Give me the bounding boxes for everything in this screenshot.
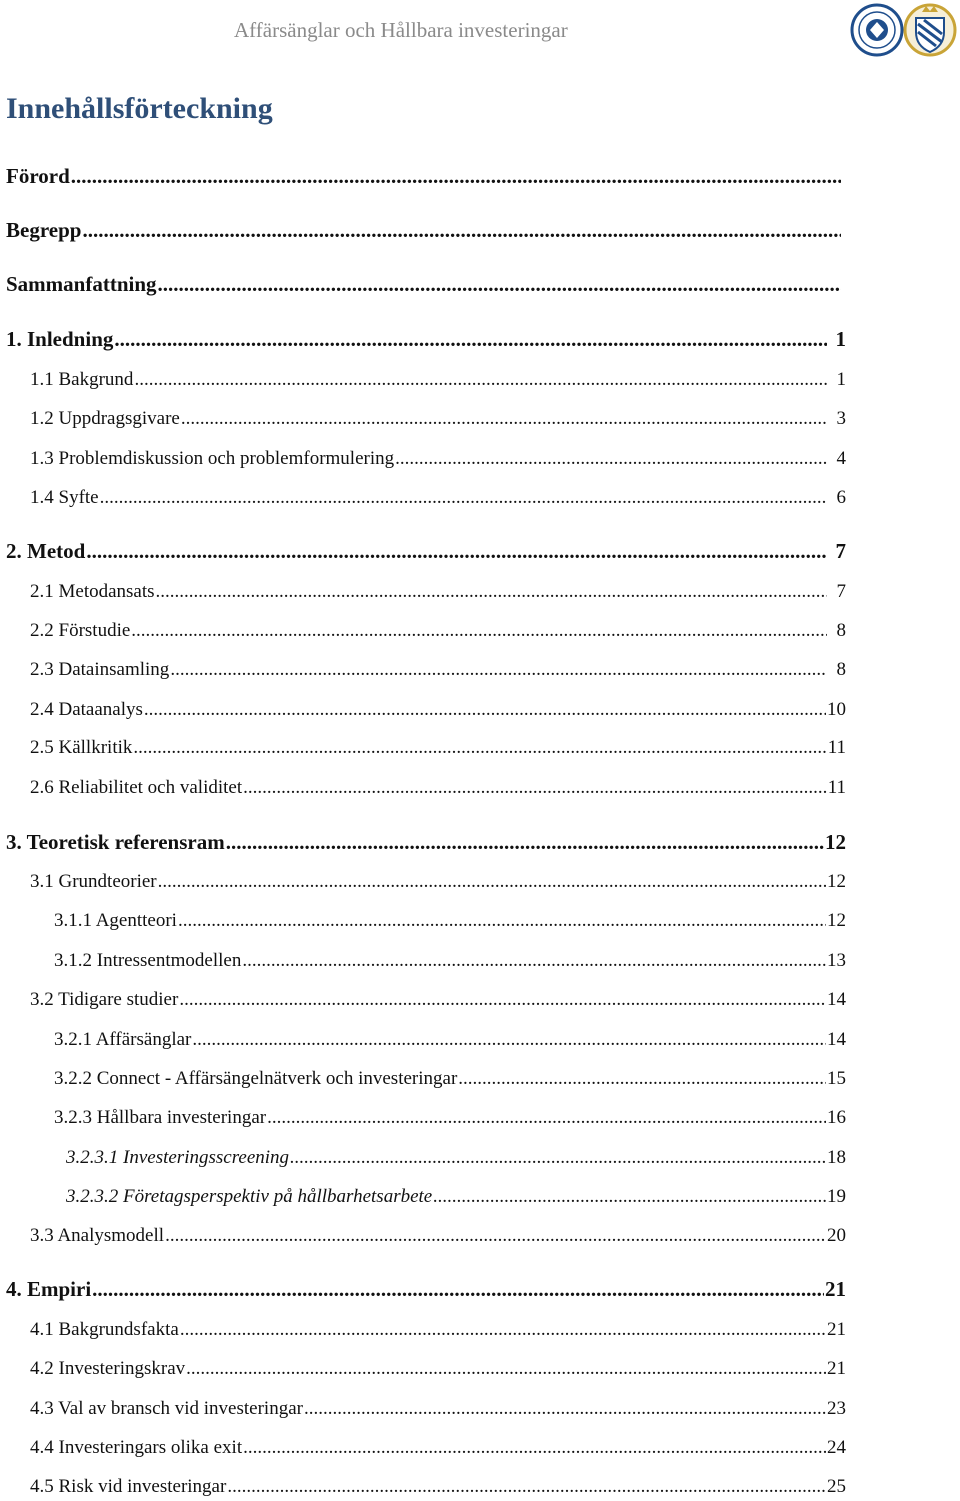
toc-entry-text: 3. Teoretisk referensram — [6, 830, 225, 854]
toc-entry[interactable] — [30, 448, 846, 470]
toc-entry-text: Begrepp — [6, 218, 82, 242]
toc-leader — [158, 871, 826, 893]
toc-entry-text: 3.2.2 Connect - Affärsängelnätverk och investeringar — [54, 1068, 458, 1089]
toc-page-number: 21 — [825, 1277, 846, 1301]
toc-entry[interactable] — [54, 1029, 846, 1051]
toc-leader — [226, 830, 824, 855]
toc-page-number: 6 — [836, 487, 846, 508]
toc-page-number: 12 — [827, 910, 846, 931]
toc-leader — [131, 620, 827, 642]
toc-entry-text: Förord — [6, 164, 70, 188]
toc-page-number: 19 — [827, 1186, 846, 1207]
toc-entry-text: 2.6 Reliabilitet och validitet — [30, 777, 243, 798]
toc-entry[interactable] — [6, 830, 846, 855]
toc-page-number: 11 — [827, 737, 846, 758]
toc-entry-text: 3.1 Grundteorier — [30, 871, 157, 892]
toc-entry-text: 4.4 Investeringars olika exit — [30, 1437, 243, 1458]
toc-entry-text: 2.1 Metodansats — [30, 581, 155, 602]
toc-entry[interactable] — [30, 699, 846, 721]
toc-entry[interactable] — [6, 272, 842, 297]
toc-page-number: 20 — [827, 1225, 846, 1246]
toc-leader — [242, 950, 826, 972]
toc-entry-text: 3.2.3 Hållbara investeringar — [54, 1107, 267, 1128]
toc-entry[interactable] — [66, 1186, 846, 1208]
toc-entry[interactable] — [54, 1068, 846, 1090]
toc-page-number: 12 — [827, 871, 846, 892]
toc-entry[interactable] — [30, 1398, 846, 1420]
toc-leader — [458, 1068, 826, 1090]
toc-entry-text: 1.3 Problemdiskussion och problemformulering — [30, 448, 395, 469]
toc-entry-text: 2.2 Förstudie — [30, 620, 131, 641]
toc-entry[interactable] — [30, 620, 846, 642]
toc-leader — [192, 1029, 826, 1051]
toc-page-number: 18 — [827, 1147, 846, 1168]
toc-page-number: 21 — [827, 1358, 846, 1379]
running-header: Affärsänglar och Hållbara investeringar — [234, 18, 568, 42]
toc-entry[interactable] — [6, 218, 842, 243]
toc-leader — [243, 777, 827, 799]
toc-page-number: 24 — [827, 1437, 846, 1458]
toc-page-number: 12 — [825, 830, 846, 854]
toc-entry-text: 3.2.1 Affärsänglar — [54, 1029, 192, 1050]
toc-entry[interactable] — [30, 408, 846, 430]
toc-entry[interactable] — [30, 871, 846, 893]
toc-page-number: 1 — [835, 327, 846, 351]
toc-entry-text: 4.3 Val av bransch vid investeringar — [30, 1398, 303, 1419]
toc-entry-text: 1.4 Syfte — [30, 487, 99, 508]
toc-entry[interactable] — [30, 777, 846, 799]
toc-entry-text: 3.3 Analysmodell — [30, 1225, 165, 1246]
toc-page-number: 14 — [827, 1029, 846, 1050]
toc-entry-text: 3.1.1 Agentteori — [54, 910, 177, 931]
toc-entry[interactable] — [54, 950, 846, 972]
toc-entry[interactable] — [30, 1476, 846, 1498]
toc-page-number: 8 — [836, 620, 846, 641]
toc-leader — [71, 164, 841, 189]
toc-entry-text: 2.5 Källkritik — [30, 737, 133, 758]
toc-page-number: 16 — [827, 1107, 846, 1128]
toc-entry-text: 1.2 Uppdragsgivare — [30, 408, 180, 429]
toc-leader — [178, 910, 826, 932]
toc-entry[interactable] — [30, 1358, 846, 1380]
toc-page-number: 25 — [827, 1476, 846, 1497]
toc-entry-text: 3.2.3.2 Företagsperspektiv på hållbarhetsarbete — [66, 1186, 433, 1207]
toc-leader — [227, 1476, 826, 1498]
toc-leader — [165, 1225, 826, 1247]
toc-entry[interactable] — [30, 581, 846, 603]
toc-leader — [82, 218, 841, 243]
toc-entry-text: 3.2 Tidigare studier — [30, 989, 179, 1010]
toc-leader — [86, 539, 827, 564]
toc-entry[interactable] — [30, 369, 846, 391]
toc-page-number: 7 — [835, 539, 846, 563]
toc-entry[interactable] — [6, 539, 846, 564]
toc-entry[interactable] — [6, 327, 846, 352]
toc-entry[interactable] — [30, 1319, 846, 1341]
university-logos — [850, 2, 960, 58]
toc-entry[interactable] — [30, 1437, 846, 1459]
toc-page-number: 14 — [827, 989, 846, 1010]
toc-page-number: 7 — [836, 581, 846, 602]
toc-leader — [144, 699, 826, 721]
toc-leader — [267, 1107, 826, 1129]
toc-page-number: 4 — [836, 448, 846, 469]
toc-page-number: 21 — [827, 1319, 846, 1340]
toc-entry[interactable] — [6, 164, 842, 189]
toc-entry[interactable] — [66, 1147, 846, 1169]
toc-entry-text: 1. Inledning — [6, 327, 114, 351]
toc-page-number: 15 — [827, 1068, 846, 1089]
toc-entry-text: 1.1 Bakgrund — [30, 369, 134, 390]
toc-leader — [180, 1319, 826, 1341]
toc-page-number: 23 — [827, 1398, 846, 1419]
toc-leader — [290, 1147, 826, 1169]
toc-leader — [92, 1277, 824, 1302]
toc-page-number: 3 — [836, 408, 846, 429]
toc-leader — [134, 369, 827, 391]
university-seal-icon — [850, 2, 960, 58]
toc-entry-text: 4. Empiri — [6, 1277, 92, 1301]
toc-leader — [179, 989, 826, 1011]
toc-entry[interactable] — [54, 910, 846, 932]
toc-leader — [433, 1186, 826, 1208]
toc-page-number: 1 — [836, 369, 846, 390]
toc-entry-text: 4.5 Risk vid investeringar — [30, 1476, 227, 1497]
toc-entry[interactable] — [6, 1277, 846, 1302]
toc-leader — [114, 327, 827, 352]
toc-leader — [181, 408, 827, 430]
toc-leader — [243, 1437, 826, 1459]
toc-entry-text: 3.2.3.1 Investeringsscreening — [66, 1147, 290, 1168]
toc-entry[interactable] — [30, 659, 846, 681]
toc-leader — [100, 487, 827, 509]
toc-page-number: 10 — [827, 699, 846, 720]
toc-entry-text: Sammanfattning — [6, 272, 157, 296]
toc-leader — [304, 1398, 826, 1420]
toc-entry[interactable] — [30, 737, 846, 759]
toc-entry[interactable] — [30, 989, 846, 1011]
toc-entry-text: 4.2 Investeringskrav — [30, 1358, 186, 1379]
toc-entry-text: 2.4 Dataanalys — [30, 699, 143, 720]
toc-leader — [156, 581, 827, 603]
toc-entry-text: 2. Metod — [6, 539, 86, 563]
toc-entry[interactable] — [30, 487, 846, 509]
toc-entry-text: 2.3 Datainsamling — [30, 659, 170, 680]
toc-leader — [186, 1358, 826, 1380]
toc-title: Innehållsförteckning — [6, 92, 273, 125]
toc-leader — [170, 659, 827, 681]
toc-entry[interactable] — [54, 1107, 846, 1129]
toc-entry-text: 4.1 Bakgrundsfakta — [30, 1319, 179, 1340]
toc-leader — [158, 272, 841, 297]
toc-entry[interactable] — [30, 1225, 846, 1247]
toc-page-number: 11 — [827, 777, 846, 798]
toc-leader — [395, 448, 827, 470]
toc-page-number: 13 — [827, 950, 846, 971]
toc-entry-text: 3.1.2 Intressentmodellen — [54, 950, 242, 971]
toc-page-number: 8 — [836, 659, 846, 680]
toc-leader — [133, 737, 826, 759]
